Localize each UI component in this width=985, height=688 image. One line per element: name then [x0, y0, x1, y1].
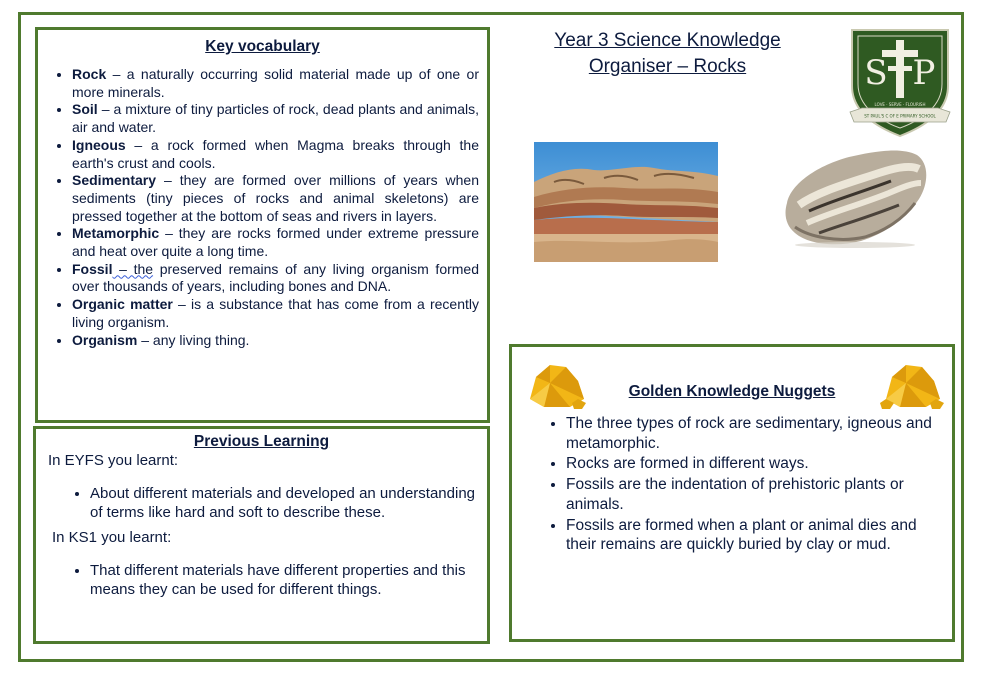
vocab-term: Fossil [72, 260, 113, 277]
vocab-item-rock [72, 66, 487, 101]
nuggets-list [512, 414, 952, 556]
vocab-definition: – is a substance that has come from a recently living organism. [72, 296, 479, 330]
nuggets-heading: Golden Knowledge Nuggets [628, 383, 836, 400]
vocab-item-fossil [72, 261, 487, 296]
ks1-list [36, 561, 487, 599]
vocab-definition: – a rock formed when Magma breaks through the earth's crust and cools. [72, 136, 479, 171]
logo-motto: LOVE · SERVE · FLOURISH [874, 102, 926, 107]
page-title-line2: Organiser – Rocks [588, 56, 747, 77]
vocab-term: Soil [72, 101, 98, 118]
vocab-term: Organic matter [72, 296, 173, 313]
vocab-definition: – a mixture of tiny particles of rock, dead plants and animals, air and water. [72, 101, 479, 136]
vocab-item-organic-matter [72, 296, 487, 331]
page-title [530, 28, 805, 80]
previous-learning-heading: Previous Learning [193, 433, 330, 450]
page-title-line1: Year 3 Science Knowledge [554, 30, 781, 51]
ks1-intro: In KS1 you learnt: [52, 529, 172, 546]
vocab-list [38, 66, 487, 349]
vocab-item-soil [72, 101, 487, 136]
vocab-item-organism [72, 332, 487, 350]
vocab-definition: preserved remains of any living organism formed over thousands of years, including bones and DNA. [72, 260, 480, 295]
logo-letter-s: S [864, 53, 888, 93]
vocab-heading: Key vocabulary [205, 38, 320, 55]
school-shield-icon [848, 26, 952, 138]
previous-learning-box [33, 426, 490, 644]
vocab-definition: – a naturally occurring solid material made up of one or more minerals. [72, 66, 479, 100]
nugget-item: • Rocks are formed in different ways. [566, 454, 952, 474]
metamorphic-rock-photo [779, 143, 932, 249]
eyfs-intro: In EYFS you learnt: [48, 452, 179, 469]
vocab-item-sedimentary [72, 172, 487, 225]
key-vocabulary-box [35, 27, 490, 423]
vocab-term: Metamorphic [72, 225, 160, 242]
vocab-term: Igneous [72, 136, 126, 153]
nugget-item: • Fossils are the indentation of prehistoric plants or animals. [566, 475, 952, 514]
nugget-item: • Fossils are formed when a plant or animal dies and their remains are quickly buried by clay or mud. [566, 516, 952, 555]
eyfs-item: • About different materials and developed an understanding of terms like hard and soft to describe these. [90, 484, 487, 522]
vocab-item-igneous [72, 137, 487, 172]
spellcheck-squiggle: – the [112, 260, 154, 277]
vocab-definition: – they are formed over millions of years when sediments (tiny pieces of rocks and animal skeletons) are pressed together at the bottom of seas and rivers in layers. [72, 172, 479, 224]
vocab-item-metamorphic [72, 225, 487, 260]
eyfs-list [36, 484, 487, 522]
logo-letter-p: P [912, 53, 936, 93]
vocab-term: Rock [72, 66, 107, 82]
vocab-definition: – they are rocks formed under extreme pressure and heat over quite a long time. [72, 225, 479, 260]
ks1-item: • That different materials have different properties and this means they can be used for different things. [90, 561, 487, 599]
nugget-item: • The three types of rock are sedimentary, igneous and metamorphic. [566, 414, 952, 453]
vocab-term: Sedimentary [72, 172, 157, 189]
sedimentary-cliff-photo [534, 142, 718, 262]
golden-knowledge-nuggets-box [509, 344, 955, 642]
vocab-term: Organism [72, 331, 138, 348]
vocab-definition: – any living thing. [137, 331, 250, 348]
logo-school-name: ST PAUL'S C OF E PRIMARY SCHOOL [864, 113, 936, 119]
